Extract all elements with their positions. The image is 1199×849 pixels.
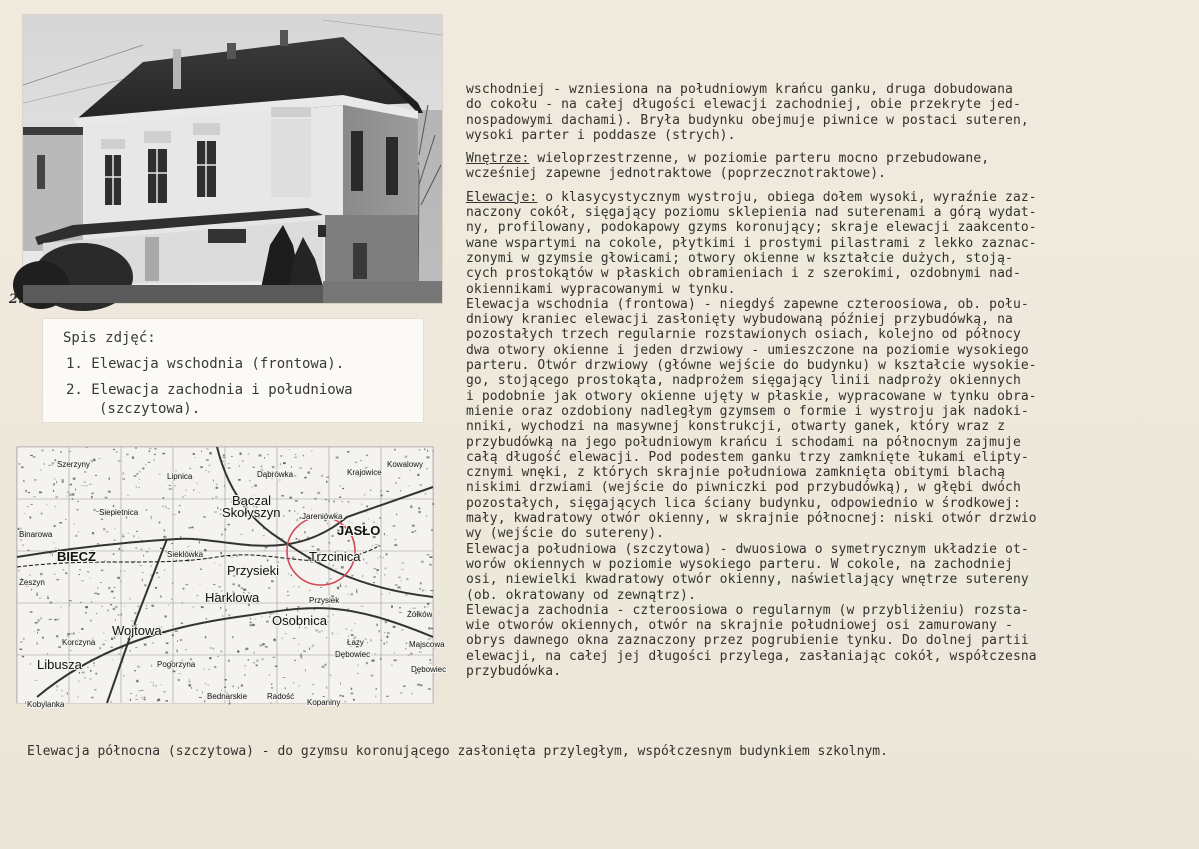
text-line: Elewacja wschodnia (frontowa) - niegdyś zapewne czteroosiowa, ob. połu-	[466, 296, 1029, 312]
wnetrze-line-2: wcześniej zapewne jednotraktowe (poprzecznotraktowe).	[466, 166, 887, 182]
text-line: całą długość elewacji. Pod podestem ganku trzy zamknięte łukami elipty-	[466, 449, 1029, 465]
text-line: wysoki parter i poddasze (strych).	[466, 127, 736, 143]
text-line: przybudówka.	[466, 663, 562, 679]
text-line: elewacji, na całej jej długości przylega, zasłaniając cokół, współczesna	[466, 648, 1037, 664]
text-line: okiennikami wypracowanymi w tynku.	[466, 281, 736, 297]
map-label: Skołyszyn	[222, 505, 281, 520]
paragraph-elewacje	[466, 205, 1190, 297]
map-label: Dębowiec	[411, 665, 447, 674]
map-label: Szerzyny	[57, 460, 90, 469]
map-label: Dąbrówka	[257, 470, 294, 479]
description-text	[466, 82, 1190, 679]
text-line: nospadowymi dachami). Bryła budynku obejmuje piwnice w postaci suteren,	[466, 112, 1029, 128]
text-line: mienie oraz ozdobiony nadległym gzymsem o formie i wystroju jak nadoki-	[466, 403, 1029, 419]
text-line: zonymi w gzymsie głowicami; otwory okienne w kształcie dużych, stoją-	[466, 250, 1013, 266]
wnetrze-line-1: Wnętrze: wieloprzestrzenne, w poziomie parteru mocno przebudowane,	[466, 151, 990, 167]
building-photo	[23, 15, 442, 303]
text-line: wschodniej - wzniesiona na południowym krańcu ganku, druga dobudowana	[466, 82, 1013, 97]
photo-list-item-2-cont: (szczytowa).	[99, 401, 201, 417]
text-line: mały, kwadratowy otwór okienny, w skrajnie północnej: niski otwór drzwio	[466, 511, 1037, 527]
paragraph-elewacja-zachodnia	[466, 603, 1190, 679]
text-line: i podobnie jak otwory okienne ujęty w płaskie, wypracowane w tynku obra-	[466, 388, 1037, 404]
photo-list-title: Spis zdjęć:	[63, 330, 156, 346]
text-line: niskimi drzwiami (wejście do piwniczki pod przybudówką), w głębi dwóch	[466, 480, 1021, 496]
photo-list-item-1: 1. Elewacja wschodnia (frontowa).	[66, 356, 345, 372]
map-label: Kobylanka	[27, 700, 65, 709]
text-line: naczony cokół, sięgający poziomu sklepienia nad suterenami a górą wydat-	[466, 205, 1037, 221]
location-map	[17, 447, 447, 709]
map-label: Sieklówka	[167, 550, 204, 559]
map-label: Osobnica	[272, 613, 327, 628]
text-line: przybudówką na jego południowym krańcu i schodami na północnym zajmuje	[466, 434, 1021, 450]
building-illustration	[23, 15, 442, 303]
map-label: BIECZ	[57, 549, 96, 564]
map-label: Korczyna	[62, 638, 96, 647]
map-illustration	[17, 447, 447, 709]
photo-list-item-2: 2. Elewacja zachodnia i południowa	[66, 382, 353, 398]
paragraph-elewacja-polnocna: Elewacja północna (szczytowa) - do gzymsu koronującego zasłonięta przyległym, współczesnym budynkiem szkolnym.	[27, 744, 888, 759]
map-label: Bączal	[232, 493, 272, 508]
paragraph-intro	[466, 82, 1190, 143]
photo-number: 2.	[9, 292, 23, 307]
map-label: Harklowa	[205, 590, 260, 605]
text-line: Elewacja zachodnia - czteroosiowa o regularnym (w przybliżeniu) rozsta-	[466, 602, 1029, 618]
text-line: cych prostokątów w płaskich obramieniach i z szerokimi, ozdobnymi nad-	[466, 266, 1021, 282]
text-line: obrys dawnego okna zaznaczony przez pogrubienie tynku. Do dolnej partii	[466, 633, 1029, 649]
text-line: dniowy kraniec elewacji zasłonięty wybudowaną później przybudówką, na	[466, 312, 1013, 328]
map-label: Libusza	[37, 657, 82, 672]
elewacje-label: Elewacje:	[466, 189, 538, 205]
text-line: do cokołu - na całej długości elewacji zachodniej, obie przekryte jed-	[466, 97, 1021, 113]
map-label: Kopaniny	[307, 698, 341, 707]
map-label: Żeszyn	[19, 578, 45, 587]
map-label: Majscowa	[409, 640, 445, 649]
text-line: wane wspartymi na cokole, płytkimi i prostymi pilastrami z lekko zaznac-	[466, 235, 1037, 251]
map-label: Binarowa	[19, 530, 53, 539]
text-line: worów okiennych w poziomie wysokiego parteru. W cokole, na zachodniej	[466, 556, 1013, 572]
map-label: Bednarskie	[207, 692, 248, 701]
text-line: ny, profilowany, podokapowy gzyms koronujący; skraje elewacji zaakcento-	[466, 220, 1037, 236]
text-line: nniki, wychodzi na masywnej konstrukcji, otwarty ganek, który wraz z	[466, 419, 1006, 435]
map-label: Łazy	[347, 638, 364, 647]
paragraph-elewacja-wschodnia	[466, 297, 1190, 542]
map-label: Trzcinica	[309, 549, 361, 564]
map-label: Siepietnica	[99, 508, 139, 517]
map-label: Kowalowy	[387, 460, 424, 469]
text-line: pozostałych trzech regularnie rozstawionych osiach, kolejno od północy	[466, 327, 1021, 343]
map-label: Żółków	[407, 610, 433, 619]
map-label: Lipnica	[167, 472, 193, 481]
text-line: osi, niewielki kwadratowy otwór okienny, naświetlający wnętrze sutereny	[466, 572, 1029, 588]
text-line: parteru. Otwór drzwiowy (główne wejście do budynku) w kształcie wysokie-	[466, 358, 1037, 374]
wnetrze-label: Wnętrze:	[466, 151, 530, 167]
photo-list-card	[43, 319, 423, 422]
map-label: Krajowice	[347, 468, 382, 477]
text-line: (ob. okratowany od zewnątrz).	[466, 587, 696, 603]
map-label: Pogorzyna	[157, 660, 196, 669]
text-line: wy (wejście do sutereny).	[466, 526, 665, 542]
elewacje-line-1: Elewacje: o klasycystycznym wystroju, obiega dołem wysoki, wyraźnie zaz-	[466, 189, 1037, 205]
map-label: Przysiek	[309, 596, 340, 605]
map-label: Przysieki	[227, 563, 280, 578]
text-line: wie otworów okiennych, otwór na skrajnie południowej osi zamurowany -	[466, 618, 1013, 634]
text-line: dwa otwory okienne i jeden drzwiowy - umieszczone na poziomie wysokiego	[466, 342, 1029, 358]
map-label: Jareniówka	[302, 512, 343, 521]
map-label: Wojtowa	[112, 623, 162, 638]
text-line: Elewacja południowa (szczytowa) - dwuosiowa o symetrycznym układzie ot-	[466, 541, 1029, 557]
map-label: Radość	[267, 692, 295, 701]
text-line: pozostałych, sięgających lica ściany budynku, odpowiednio w środkowej:	[466, 495, 1021, 511]
map-label: JASŁO	[337, 523, 381, 538]
text-line: cznymi wnęki, z których skrajnie południowa zamknięta obitymi blachą	[466, 465, 1006, 481]
map-label: Dębowiec	[335, 650, 371, 659]
paragraph-elewacja-poludniowa	[466, 542, 1190, 603]
text-line: go, stojącego prostokąta, nadprożem sięgający linii nadproży okiennych	[466, 373, 1021, 389]
